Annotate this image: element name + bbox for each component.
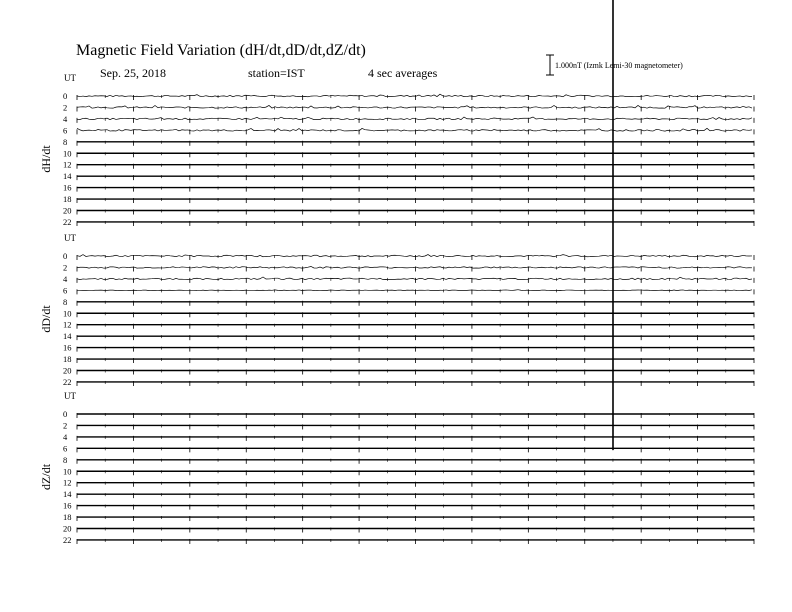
row-label: 20 xyxy=(63,523,72,534)
row-label: 22 xyxy=(63,376,72,387)
row-label: 6 xyxy=(63,125,68,136)
row-label: 4 xyxy=(63,113,68,124)
row-label: 6 xyxy=(63,443,68,454)
row-label: 2 xyxy=(63,420,68,431)
row-label: 10 xyxy=(63,466,72,477)
ut-label: UT xyxy=(64,233,76,243)
row-label: 0 xyxy=(63,409,68,419)
trace-line xyxy=(77,290,752,291)
row-label: 2 xyxy=(63,102,68,113)
row-label: 8 xyxy=(63,296,68,307)
row-label: 18 xyxy=(63,354,72,365)
row-label: 2 xyxy=(63,262,68,273)
row-label: 18 xyxy=(63,512,72,523)
panel-dzdt xyxy=(39,391,754,545)
row-label: 12 xyxy=(63,319,72,330)
row-label: 18 xyxy=(63,194,72,205)
row-label: 8 xyxy=(63,136,68,147)
row-label: 0 xyxy=(63,91,68,101)
y-axis-label: dH/dt xyxy=(39,145,53,173)
row-label: 4 xyxy=(63,273,68,284)
row-label: 14 xyxy=(63,171,72,182)
panel-dhdt xyxy=(39,73,754,227)
row-label: 20 xyxy=(63,205,72,216)
row-label: 14 xyxy=(63,489,72,500)
trace-line xyxy=(77,255,752,257)
row-label: 16 xyxy=(63,182,72,193)
row-label: 22 xyxy=(63,216,72,227)
ut-label: UT xyxy=(64,391,76,401)
row-label: 20 xyxy=(63,365,72,376)
row-label: 0 xyxy=(63,251,68,261)
row-label: 10 xyxy=(63,148,72,159)
trace-line xyxy=(77,105,752,108)
y-axis-label: dZ/dt xyxy=(39,463,53,490)
trace-line xyxy=(77,266,752,268)
scale-label: 1.000nT (Izmk Lemi-30 magnetometer) xyxy=(555,61,683,70)
ut-label: UT xyxy=(64,73,76,83)
panels xyxy=(39,0,754,545)
row-label: 12 xyxy=(63,159,72,170)
averaging-label: 4 sec averages xyxy=(368,66,438,80)
row-label: 8 xyxy=(63,454,68,465)
date-label: Sep. 25, 2018 xyxy=(100,66,166,80)
trace-line xyxy=(77,117,752,120)
trace-line xyxy=(77,277,752,280)
row-label: 16 xyxy=(63,342,72,353)
row-label: 4 xyxy=(63,431,68,442)
row-label: 14 xyxy=(63,331,72,342)
row-label: 12 xyxy=(63,477,72,488)
row-label: 16 xyxy=(63,500,72,511)
trace-line xyxy=(77,94,752,97)
row-label: 10 xyxy=(63,308,72,319)
scale-bar xyxy=(546,55,554,75)
y-axis-label: dD/dt xyxy=(39,305,53,333)
trace-line xyxy=(77,128,752,131)
row-label: 22 xyxy=(63,534,72,545)
chart-title: Magnetic Field Variation (dH/dt,dD/dt,dZ/dt) xyxy=(76,42,366,59)
row-label: 6 xyxy=(63,285,68,296)
panel-dddt xyxy=(39,233,754,387)
station-label: station=IST xyxy=(248,66,305,80)
